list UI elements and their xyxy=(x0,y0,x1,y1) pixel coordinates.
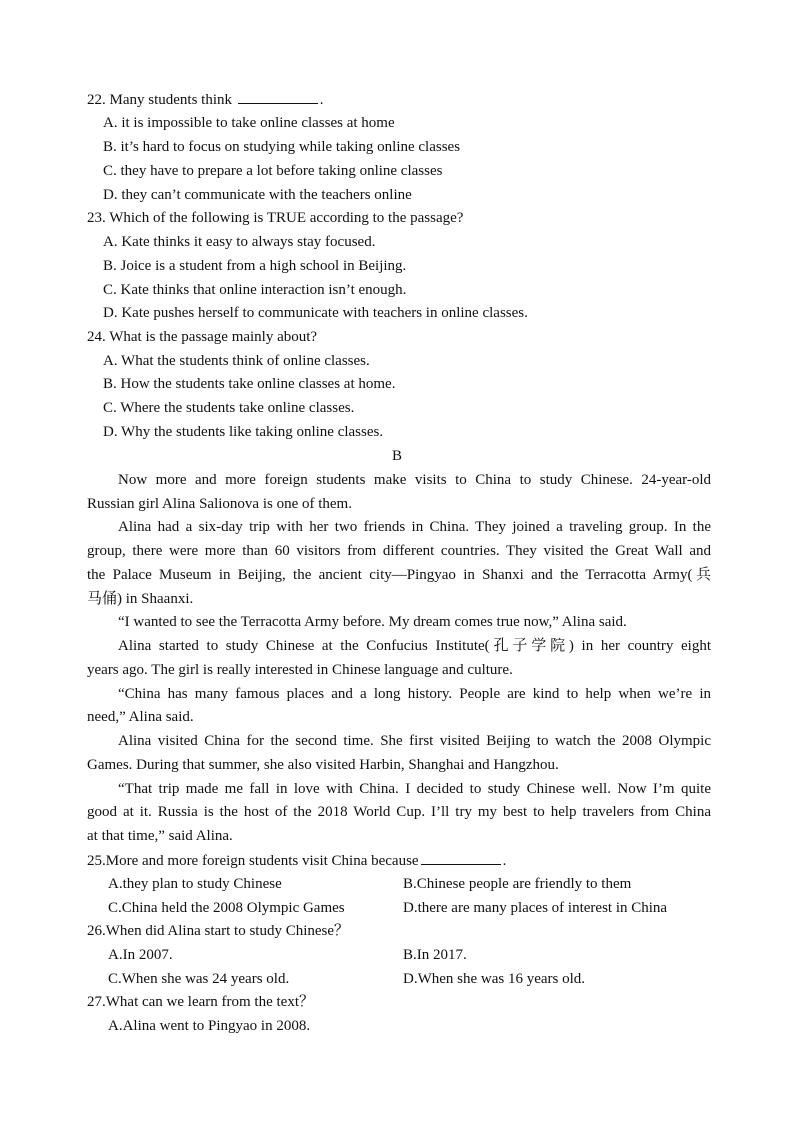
question-25-option-a: A.they plan to study Chinese xyxy=(108,876,282,892)
passage-line: group, there were more than 60 visitors from different countries. They visited the Great Wall and xyxy=(87,543,711,559)
passage-line: good at it. Russia is the host of the 2018 World Cup. I’ll try my best to help travelers from China xyxy=(87,804,711,820)
question-22-option-d: D. they can’t communicate with the teachers online xyxy=(103,187,412,203)
question-26-option-b: B.In 2017. xyxy=(403,947,467,963)
question-23-option-c: C. Kate thinks that online interaction isn’t enough. xyxy=(103,282,407,298)
passage-line: years ago. The girl is really interested in Chinese language and culture. xyxy=(87,662,513,678)
question-26-stem: 26.When did Alina start to study Chinese？ xyxy=(87,923,350,939)
question-25-period: . xyxy=(502,853,507,869)
question-22-period: . xyxy=(319,92,324,108)
question-25-stem xyxy=(87,850,506,871)
question-27-stem: 27.What can we learn from the text？ xyxy=(87,994,314,1010)
question-26-option-a: A.In 2007. xyxy=(108,947,173,963)
answer-blank xyxy=(421,850,501,865)
passage-line: “That trip made me fall in love with China. I decided to study Chinese well. Now I’m quite xyxy=(118,781,711,797)
passage-line: Alina had a six-day trip with her two friends in China. They joined a traveling group. In the xyxy=(118,519,711,535)
passage-line: “I wanted to see the Terracotta Army before. My dream comes true now,” Alina said. xyxy=(118,614,627,630)
question-26-option-c: C.When she was 24 years old. xyxy=(108,971,290,987)
passage-line: “China has many famous places and a long history. People are kind to help when we’re in xyxy=(118,686,711,702)
question-27-option-a: A.Alina went to Pingyao in 2008. xyxy=(108,1018,311,1034)
passage-line: Games. During that summer, she also visited Harbin, Shanghai and Hangzhou. xyxy=(87,757,559,773)
question-22-option-c: C. they have to prepare a lot before taking online classes xyxy=(103,163,443,179)
question-24-option-a: A. What the students think of online classes. xyxy=(103,353,370,369)
question-24-option-c: C. Where the students take online classes. xyxy=(103,400,355,416)
question-26-option-d: D.When she was 16 years old. xyxy=(403,971,586,987)
question-24-stem: 24. What is the passage mainly about? xyxy=(87,329,318,345)
question-23-option-b: B. Joice is a student from a high school in Beijing. xyxy=(103,258,407,274)
passage-line: at that time,” said Alina. xyxy=(87,828,233,844)
question-25-option-c: C.China held the 2008 Olympic Games xyxy=(108,900,345,916)
question-25-option-d: D.there are many places of interest in China xyxy=(403,900,668,916)
answer-blank xyxy=(238,89,318,104)
question-22-option-a: A. it is impossible to take online classes at home xyxy=(103,115,395,131)
passage-line: need,” Alina said. xyxy=(87,709,194,725)
question-22-text: 22. Many students think xyxy=(87,92,232,108)
passage-line: Russian girl Alina Salionova is one of them. xyxy=(87,496,352,512)
section-b-heading: B xyxy=(391,448,402,464)
passage-line: 马俑) in Shaanxi. xyxy=(87,591,194,607)
passage-line: the Palace Museum in Beijing, the ancient city—Pingyao in Shanxi and the Terracotta Army(兵 xyxy=(87,567,711,583)
passage-line: Alina visited China for the second time. She first visited Beijing to watch the 2008 Olympic xyxy=(118,733,711,749)
question-22-option-b: B. it’s hard to focus on studying while taking online classes xyxy=(103,139,461,155)
question-24-option-b: B. How the students take online classes at home. xyxy=(103,376,396,392)
passage-line: Alina started to study Chinese at the Confucius Institute(孔子学院) in her country eight xyxy=(118,638,711,654)
question-23-option-a: A. Kate thinks it easy to always stay focused. xyxy=(103,234,376,250)
question-24-option-d: D. Why the students like taking online classes. xyxy=(103,424,384,440)
question-25-text: 25.More and more foreign students visit China because xyxy=(87,853,419,869)
question-23-option-d: D. Kate pushes herself to communicate with teachers in online classes. xyxy=(103,305,528,321)
question-25-option-b: B.Chinese people are friendly to them xyxy=(403,876,632,892)
question-22-stem xyxy=(87,89,324,110)
passage-line: Now more and more foreign students make visits to China to study Chinese. 24-year-old xyxy=(118,472,711,488)
question-23-stem: 23. Which of the following is TRUE according to the passage? xyxy=(87,210,464,226)
